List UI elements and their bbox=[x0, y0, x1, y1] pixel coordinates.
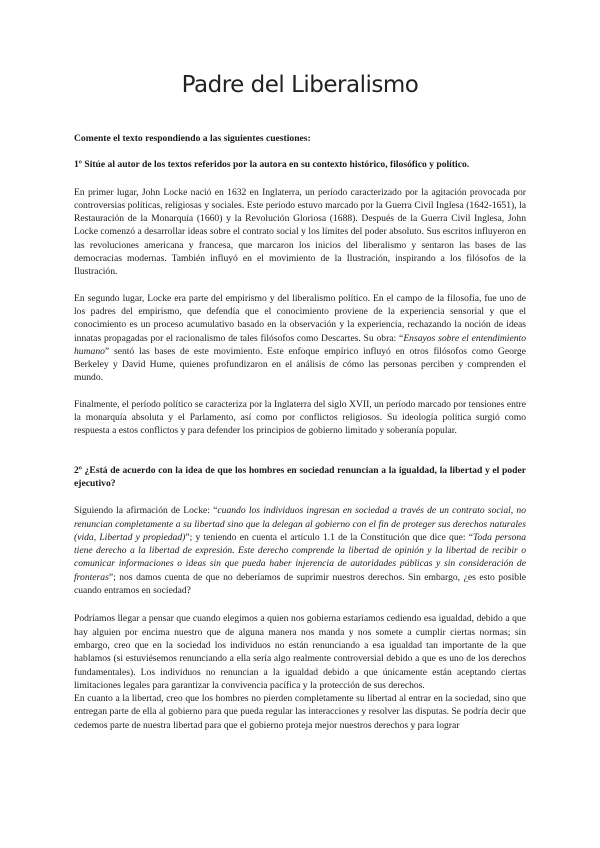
work-title: Ensayos sobre el entendimiento humano bbox=[74, 332, 526, 357]
answer-2-paragraph-3: En cuanto a la libertad, creo que los hombres no pierden completamente su libertad al entrar en la sociedad, sino que entregan parte de ella al gobierno para que pueda regular las interacciones y resolver las disputas. Se podría decir que cedemos parte de nuestra libertad para que el gobierno proteja mejor nuestros derechos y para lograr bbox=[74, 693, 526, 731]
text-segment: ” sentó las bases de este movimiento. Este enfoque empírico influyó en otros filósofos como George Berkeley y David Hume, quienes profundizaron en el análisis de cómo las personas perciben y comprenden el mundo. bbox=[74, 345, 526, 384]
page-title: Padre del Liberalismo bbox=[181, 72, 419, 98]
answer-2-paragraph-1 bbox=[74, 504, 526, 597]
text-segment: ”; y teniendo en cuenta el artículo 1.1 de la Constitución que dice que: “ bbox=[185, 531, 474, 543]
instructions: Comente el texto respondiendo a las siguientes cuestiones: bbox=[74, 133, 311, 144]
document-body bbox=[74, 132, 526, 732]
answer-1-paragraph-3: Finalmente, el período político se caracteriza por la Inglaterra del siglo XVII, un período marcado por tensiones entre la monarquía absoluta y el Parlamento, así como por conflictos religiosos. Su ideología política surgió como respuesta a estos conflictos y para defender los principios de gobierno limitado y soberanía popular. bbox=[74, 398, 526, 437]
text-segment: ”; nos damos cuenta de que no deberíamos de suprimir nuestros derechos. Sin embargo, ¿es esto posible cuando entramos en sociedad? bbox=[74, 571, 526, 597]
answer-1-paragraph-1: En primer lugar, John Locke nació en 1632 en Inglaterra, un período caracterizado por la agitación provocada por controversias políticas, religiosas y sociales. Este período estuvo marcado por la Guerra Civil Inglesa (1642-1651), la Restauración de la Monarquía (1660) y la Revolución Gloriosa (1688). Después de la Guerra Civil Inglesa, John Locke comenzó a desarrollar ideas sobre el contrato social y los límites del poder absoluto. Sus escritos influyeron en las revoluciones americana y francesa, que marcaron los inicios del liberalismo y sentaron las bases de las democracias modernas. También influyó en el movimiento de la Ilustración, inspirando a los filósofos de la Ilustración. bbox=[74, 186, 526, 278]
question-2: 2º ¿Está de acuerdo con la idea de que los hombres en sociedad renuncian a la igualdad, la libertad y el poder ejecutivo? bbox=[74, 464, 526, 489]
answer-2-paragraph-2: Podríamos llegar a pensar que cuando elegimos a quien nos gobierna estaríamos cediendo esa igualdad, debido a que hay alguien por encima nuestro que de alguna manera nos manda y nos somete a cumplir ciertas normas; sin embargo, creo que en la sociedad los individuos no están renunciando a esa igualdad tan importante de la que hablamos (si estuviésemos renunciando a ella sería algo realmente controversial debido a que es uno de los derechos fundamentales). Los individuos no renuncian a la igualdad debido a que únicamente están aceptando ciertas limitaciones legales para garantizar la convivencia pacífica y la protección de sus derechos. bbox=[74, 613, 526, 691]
constitution-quote: Toda persona tiene derecho a la libertad de expresión. Este derecho comprende la libertad de opinión y la libertad de recibir o comunicar informaciones o ideas sin que pueda haber injerencia de autoridades públicas y sin consideración de fronteras bbox=[74, 531, 527, 583]
text-segment: Siguiendo la afirmación de Locke: “ bbox=[74, 505, 218, 517]
answer-1-paragraph-2 bbox=[74, 292, 526, 385]
locke-quote: cuando los individuos ingresan en sociedad a través de un contrato social, no renuncian completamente a su libertad sino que la delegan al gobierno con el fin de proteger sus derechos naturales (vida, Libertad y propiedad) bbox=[74, 505, 527, 543]
question-1: 1º Sitúe al autor de los textos referidos por la autora en su contexto histórico, filosófico y político. bbox=[74, 159, 470, 171]
text-segment: En segundo lugar, Locke era parte del empirismo y del liberalismo político. En el campo de la filosofía, fue uno de los padres del empirismo, que defendía que el conocimiento proviene de la experiencia sensorial y que el conocimiento es un proceso acumulativo basado en la observación y la experiencia, rechazando la noción de ideas innatas propagadas por el racionalismo de tales filósofos como Descartes. Su obra: “ bbox=[74, 292, 526, 344]
